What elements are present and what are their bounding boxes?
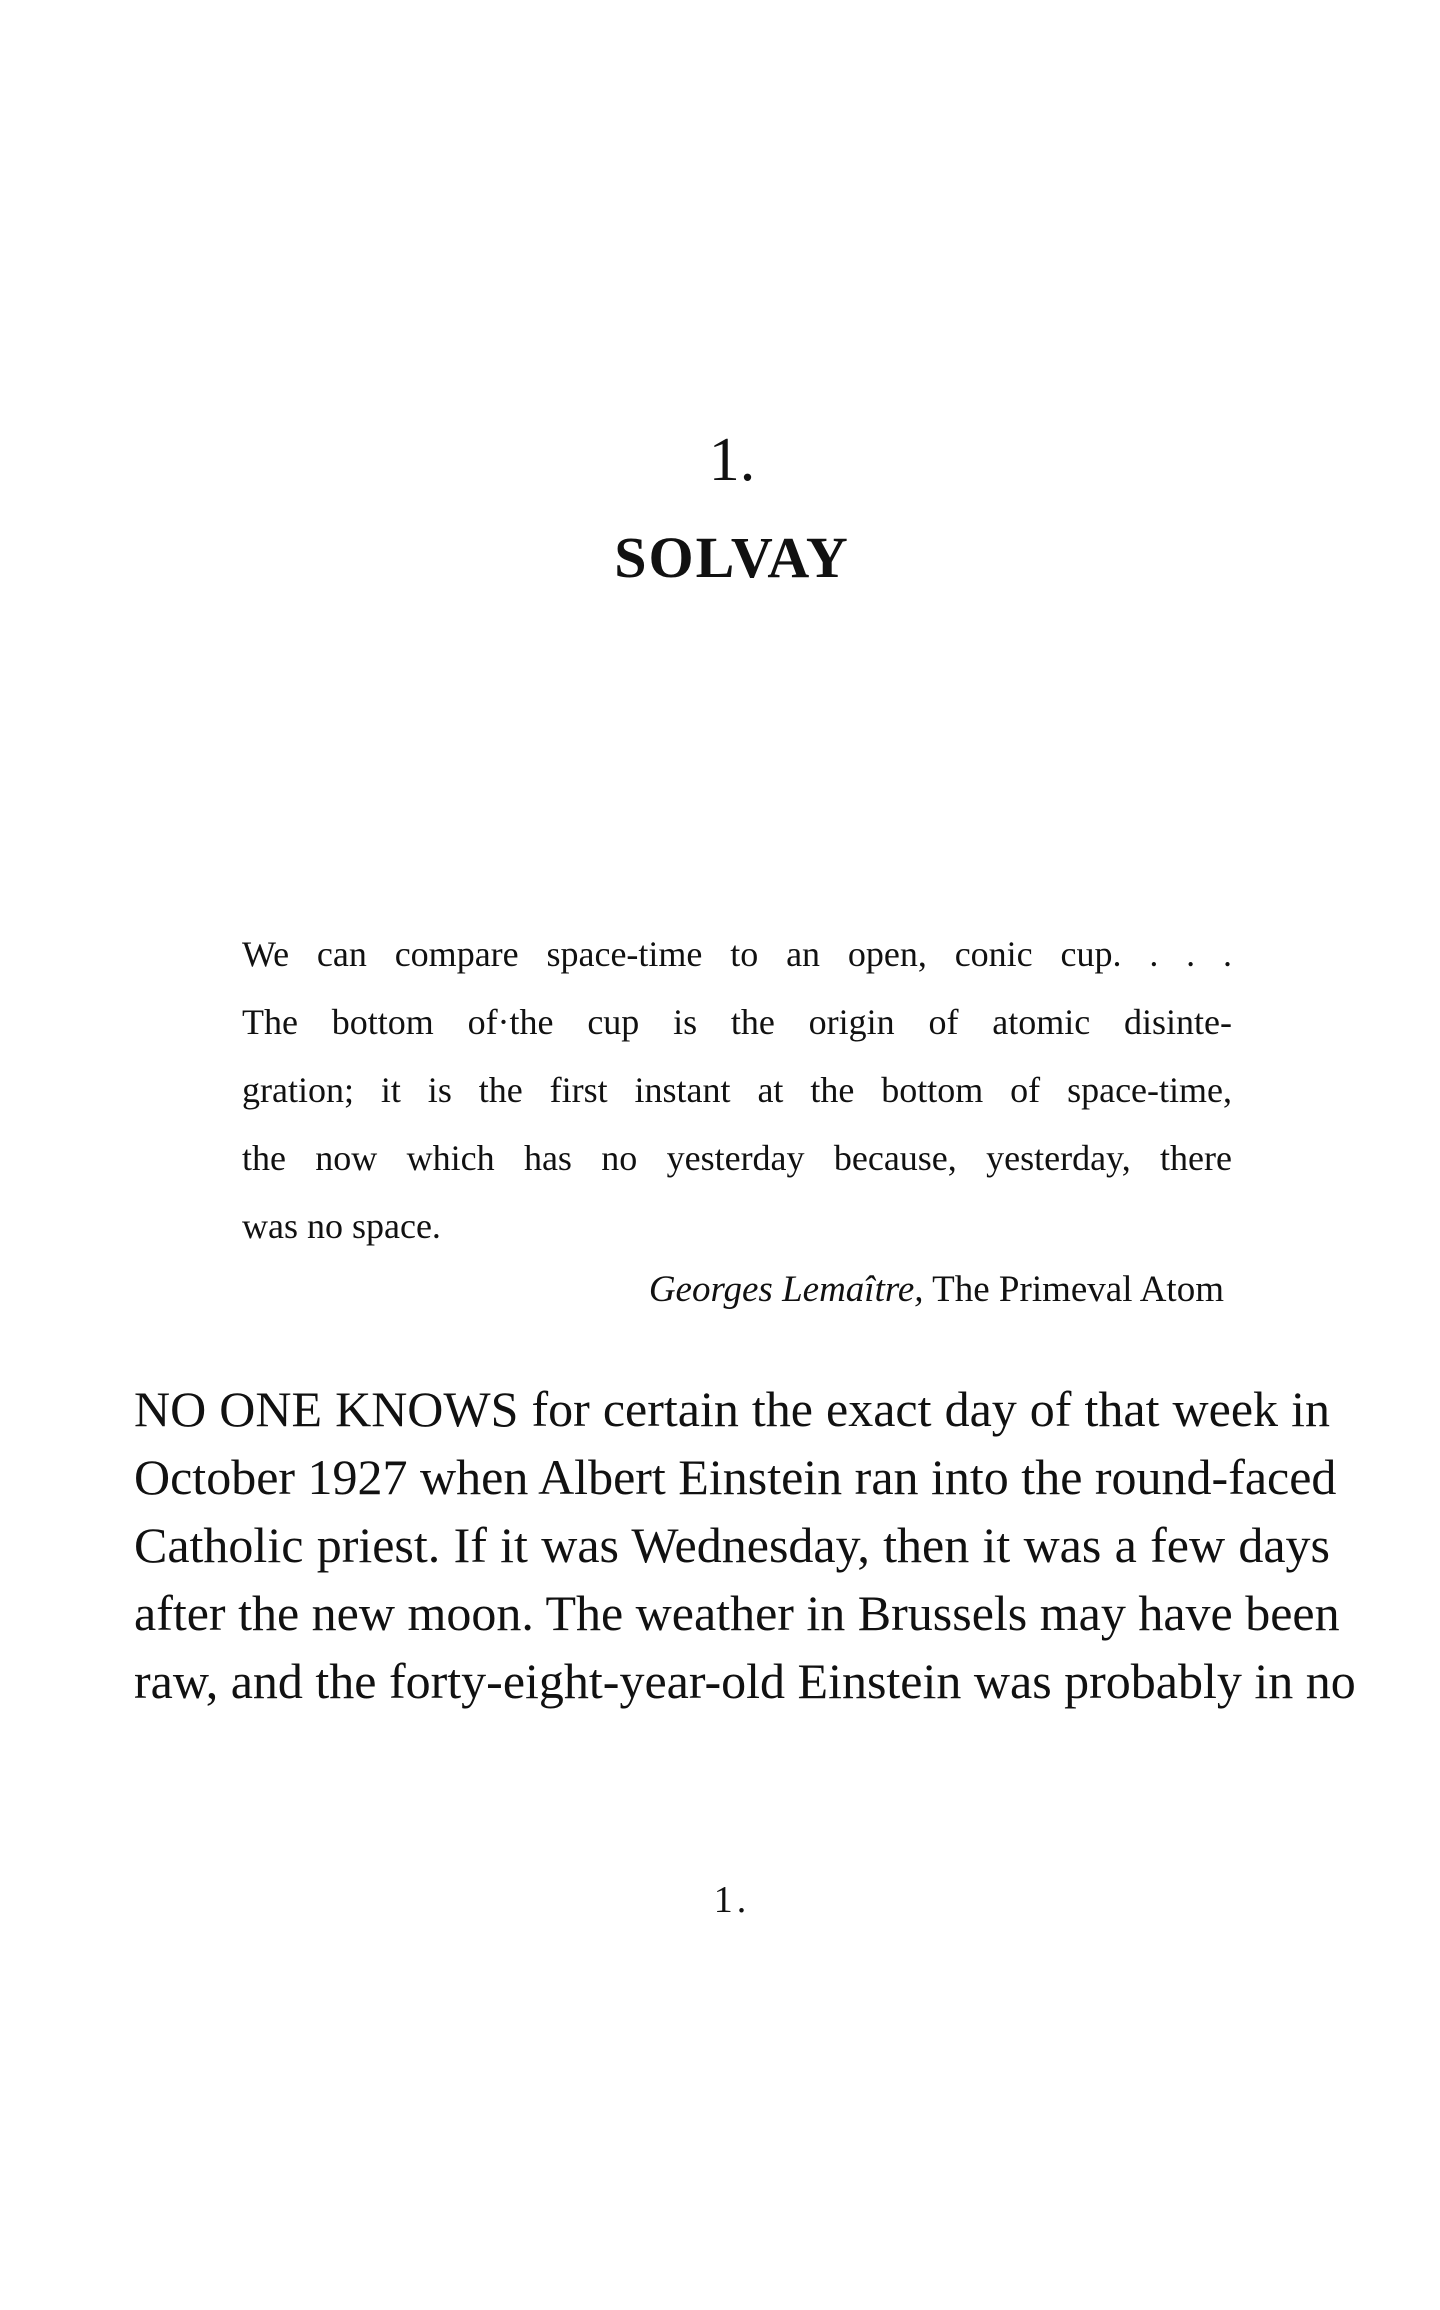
- body-line: NO ONE KNOWS for certain the exact day of that week in: [134, 1381, 1330, 1437]
- body-line: raw, and the forty-eight-year-old Einstein was probably in no: [134, 1653, 1356, 1709]
- epigraph-line: The bottom of·the cup is the origin of atomic disinte-: [242, 1002, 1232, 1042]
- epigraph-work-title: The Primeval Atom: [932, 1269, 1224, 1310]
- body-line: Catholic priest. If it was Wednesday, then it was a few days: [134, 1517, 1330, 1573]
- epigraph-line: the now which has no yesterday because, yesterday, there: [242, 1138, 1232, 1178]
- epigraph-attribution: [242, 1260, 1224, 1320]
- epigraph-line: was no space.: [242, 1206, 441, 1246]
- body-line: October 1927 when Albert Einstein ran into the round-faced: [134, 1449, 1337, 1505]
- chapter-number: 1.: [708, 426, 756, 494]
- epigraph: [242, 920, 1232, 1260]
- epigraph-line: gration; it is the first instant at the bottom of space-time,: [242, 1070, 1232, 1110]
- chapter-title: SOLVAY: [614, 525, 850, 590]
- epigraph-author: Georges Lemaître,: [648, 1269, 924, 1310]
- body-paragraph: [134, 1375, 1356, 1715]
- epigraph-line: We can compare space-time to an open, conic cup. . . .: [242, 934, 1232, 974]
- body-line: after the new moon. The weather in Brussels may have been: [134, 1585, 1340, 1641]
- page-number: 1.: [713, 1879, 751, 1921]
